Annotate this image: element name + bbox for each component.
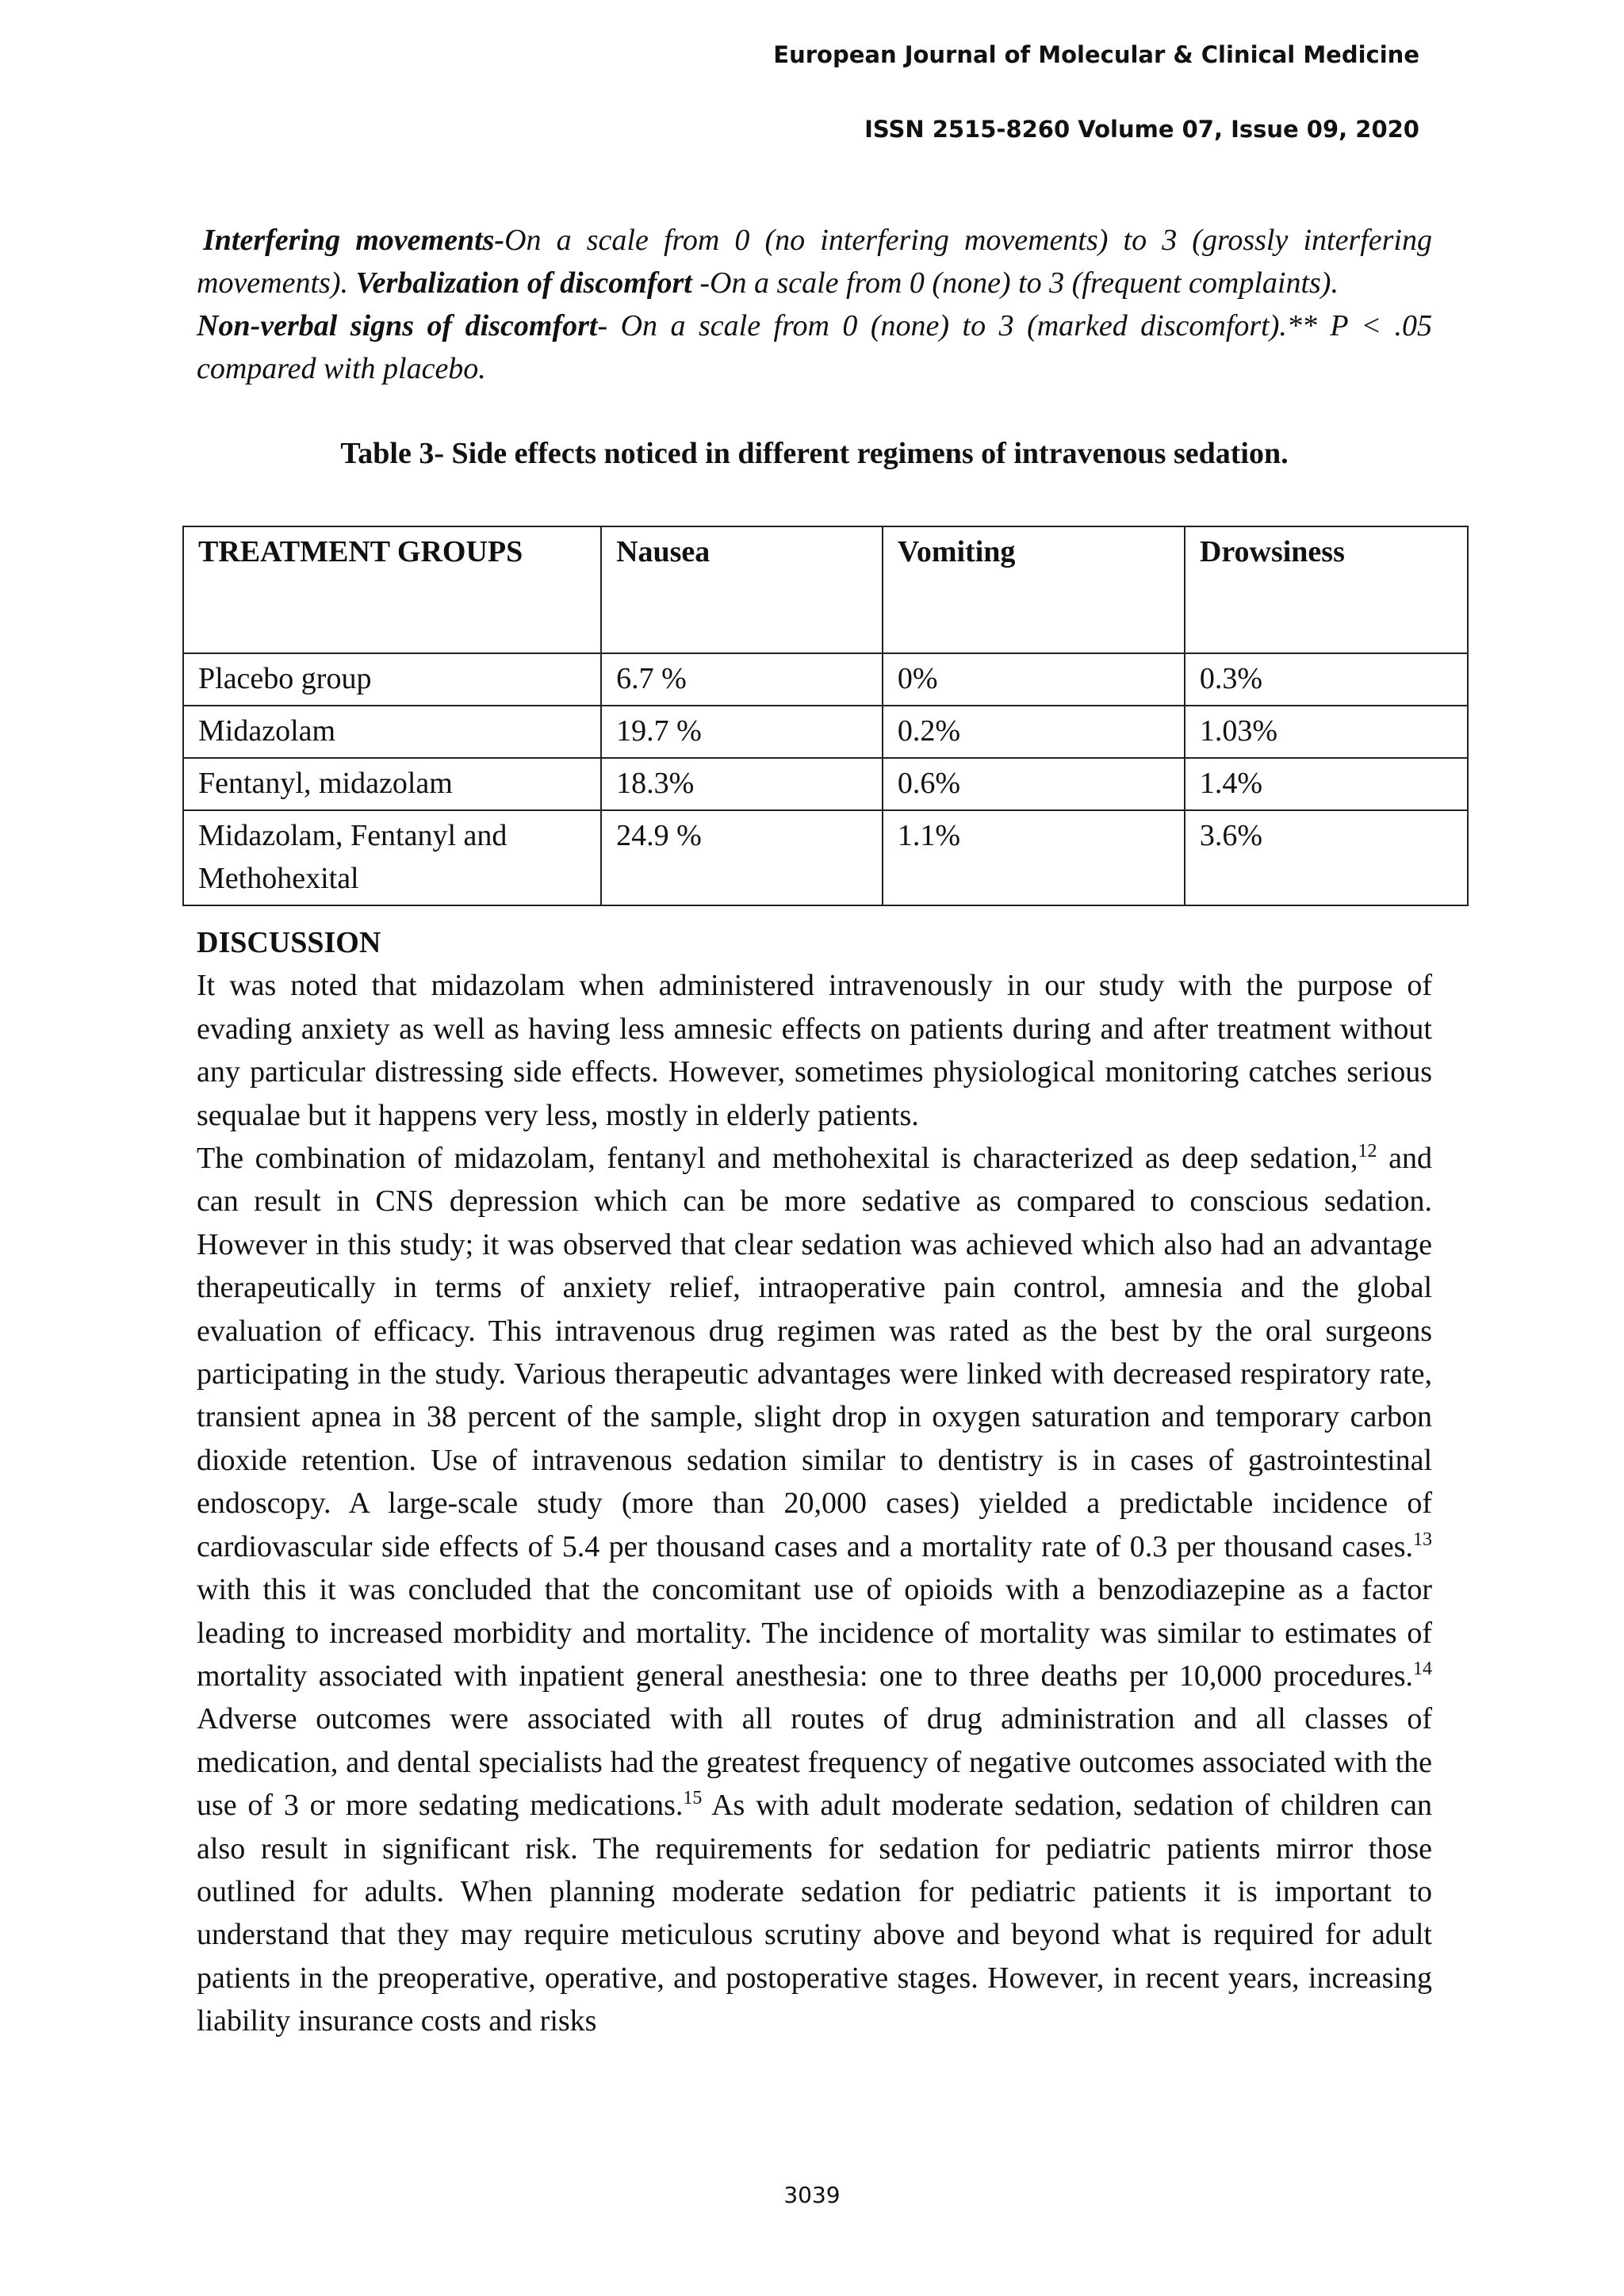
discussion-section: [197, 921, 1432, 2043]
journal-title: European Journal of Molecular & Clinical Medicine: [773, 41, 1419, 68]
discussion-text: and can result in CNS depression which can be more sedative as compared to conscious sedation. However in this study; it was observed that clear sedation was achieved which also had an advantage therapeutically in terms of anxiety relief, intraoperative pain control, amnesia and the global evaluation of efficacy. This intravenous drug regimen was rated as the best by the oral surgeons participating in the study. Various therapeutic advantages were linked with decreased respiratory rate, transient apnea in 38 percent of the sample, slight drop in oxygen saturation and temporary carbon dioxide retention. Use of intravenous sedation similar to dentistry is in cases of gastrointestinal endoscopy. A large-scale study (more than 20,000 cases) yielded a predictable incidence of cardiovascular side effects of 5.4 per thousand cases and a mortality rate of 0.3 per thousand cases.: [197, 1142, 1432, 1563]
table-cell: Midazolam: [183, 706, 601, 758]
reference-12: 12: [1358, 1141, 1377, 1162]
side-effects-table: [182, 526, 1469, 906]
table-notes: [197, 219, 1432, 474]
note-label-nonverbal: Non-verbal signs of discomfort: [197, 309, 598, 342]
table-cell: Placebo group: [183, 653, 601, 706]
discussion-heading: DISCUSSION: [197, 926, 381, 959]
note-label-verbalization: Verbalization of discomfort: [355, 266, 692, 300]
note-paragraph-1: [197, 219, 1432, 304]
table-cell: 0%: [883, 653, 1185, 706]
discussion-text: with this it was concluded that the concomitant use of opioids with a benzodiazepine as a factor leading to increased morbidity and mortality. The incidence of mortality was similar to estimates of mortality associated with inpatient general anesthesia: one to three deaths per 10,000 procedures.: [197, 1573, 1432, 1693]
header-nausea: Nausea: [601, 526, 883, 653]
table-cell: 1.4%: [1185, 758, 1468, 810]
table-header-row: [183, 526, 1468, 653]
discussion-paragraph-2: [197, 1137, 1432, 2043]
table-cell: 0.2%: [883, 706, 1185, 758]
header-drowsiness: Drowsiness: [1185, 526, 1468, 653]
table-row: [183, 810, 1468, 905]
header-vomiting: Vomiting: [883, 526, 1185, 653]
note-text-interfering: On a scale from 0 (no interfering movements) to 3 (grossly interfering movements).: [197, 224, 1432, 300]
table-row: [183, 758, 1468, 810]
table-cell: 1.03%: [1185, 706, 1468, 758]
reference-13: 13: [1413, 1529, 1432, 1550]
reference-14: 14: [1413, 1658, 1432, 1679]
table-cell: 3.6%: [1185, 810, 1468, 905]
table-cell: 19.7 %: [601, 706, 883, 758]
table-caption: Table 3- Side effects noticed in different regimens of intravenous sedation.: [340, 437, 1289, 470]
table-cell: Midazolam, Fentanyl and Methohexital: [183, 810, 601, 905]
table-cell: Fentanyl, midazolam: [183, 758, 601, 810]
table-cell: 0.6%: [883, 758, 1185, 810]
table-cell: 0.3%: [1185, 653, 1468, 706]
discussion-text: As with adult moderate sedation, sedation of children can also result in significant risk. The requirements for sedation for pediatric patients mirror those outlined for adults. When planning moderate sedation for pediatric patients it is important to understand that they may require meticulous scrutiny above and beyond what is required for adult patients in the preoperative, operative, and postoperative stages. However, in recent years, increasing liability insurance costs and risks: [197, 1789, 1433, 2038]
note-text-nonverbal: - On a scale from 0 (none) to 3 (marked discomfort).** P < .05 compared with placebo.: [197, 309, 1432, 385]
header-treatment-groups: TREATMENT GROUPS: [183, 526, 601, 653]
note-text-verbalization: -On a scale from 0 (none) to 3 (frequent complaints).: [691, 266, 1339, 300]
discussion-paragraph-1: It was noted that midazolam when administered intravenously in our study with the purpose of evading anxiety as well as having less amnesic effects on patients during and after treatment without any particular distressing side effects. However, sometimes physiological monitoring catches serious sequalae but it happens very less, mostly in elderly patients.: [197, 969, 1432, 1132]
table-cell: 1.1%: [883, 810, 1185, 905]
page-number: 3039: [783, 2182, 841, 2208]
table-cell: 6.7 %: [601, 653, 883, 706]
table-row: [183, 653, 1468, 706]
table-cell: 18.3%: [601, 758, 883, 810]
note-label-interfering: Interfering movements-: [203, 224, 505, 257]
discussion-text: Adverse outcomes were associated with all routes of drug administration and all classes of medication, and dental specialists had the greatest frequency of negative outcomes associated with the use of 3 or more sedating medications.: [197, 1702, 1432, 1823]
issue-info: ISSN 2515-8260 Volume 07, Issue 09, 2020: [864, 116, 1419, 143]
note-paragraph-2: [197, 304, 1432, 390]
discussion-text: The combination of midazolam, fentanyl and methohexital is characterized as deep sedation,: [197, 1142, 1358, 1176]
table-row: [183, 706, 1468, 758]
table-cell: 24.9 %: [601, 810, 883, 905]
reference-15: 15: [683, 1788, 703, 1809]
